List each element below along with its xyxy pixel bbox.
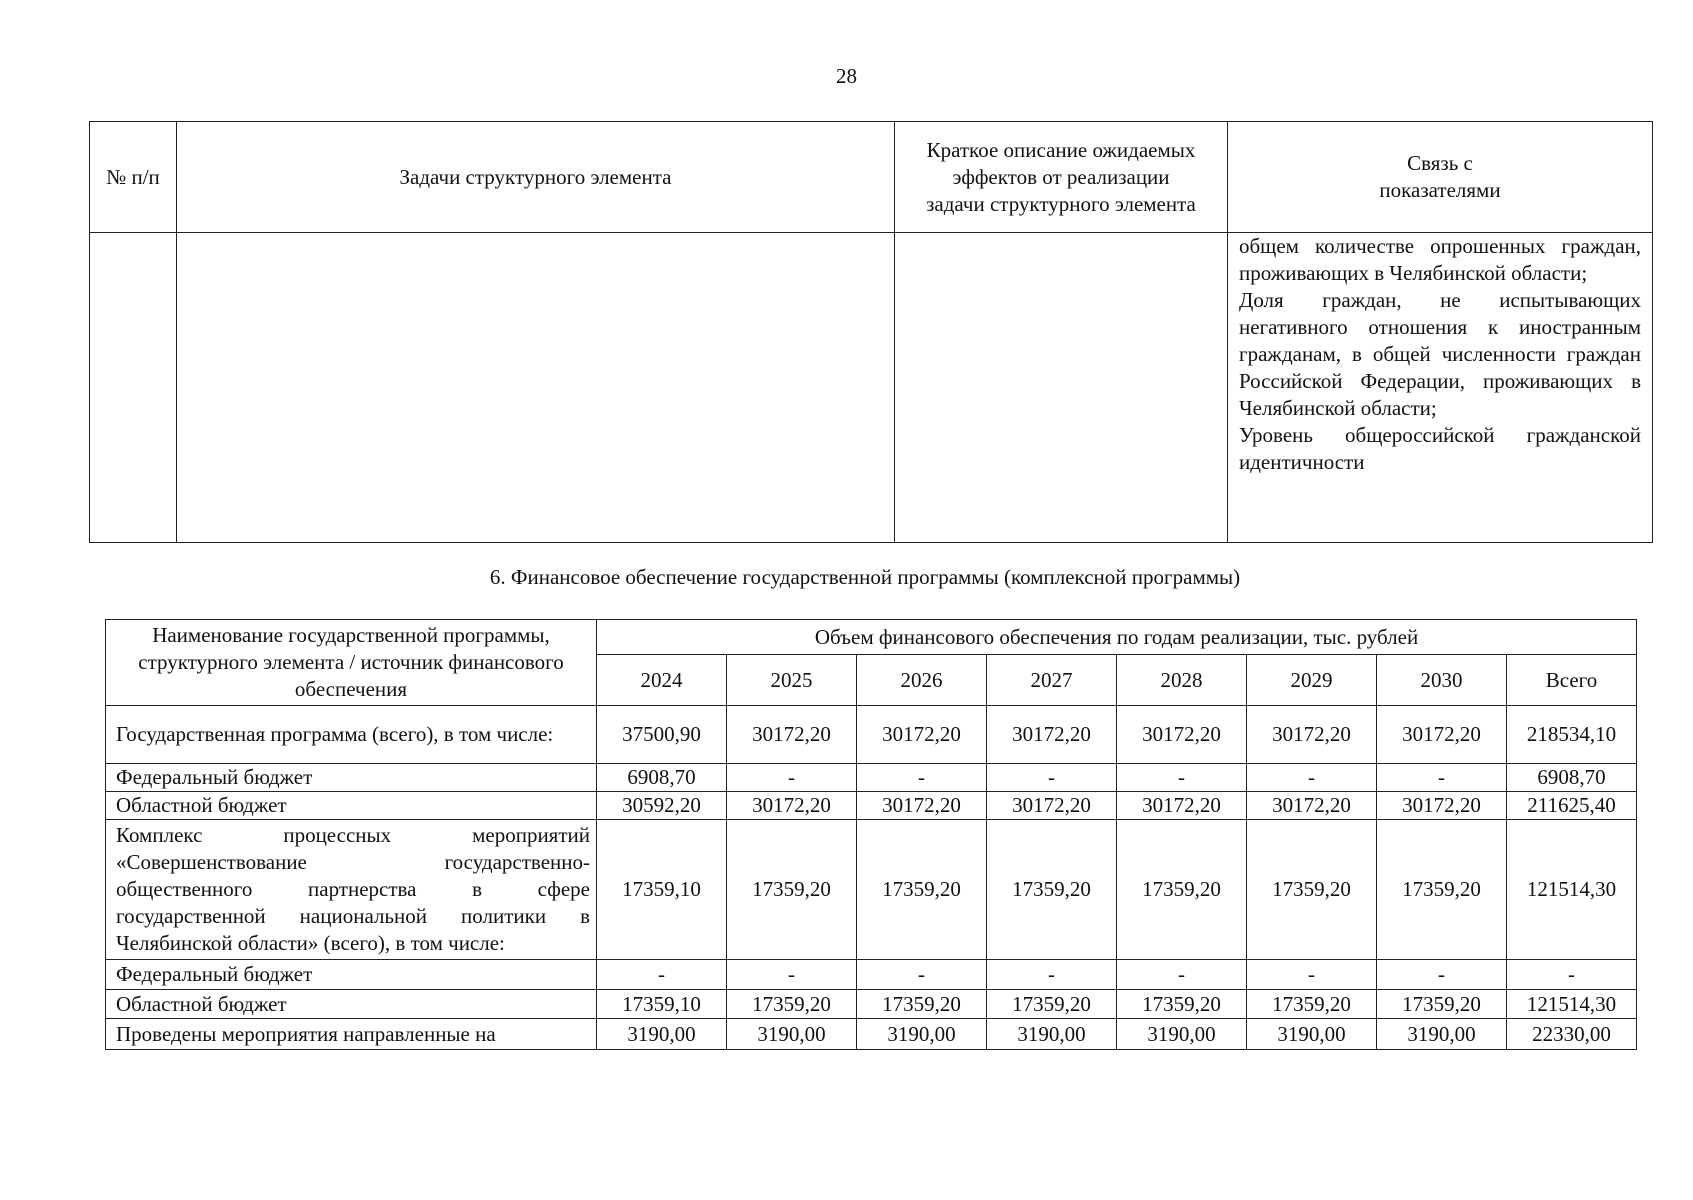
row-name: Областной бюджет <box>106 990 597 1019</box>
table-row <box>106 960 1637 990</box>
row-value: 37500,90 <box>597 706 727 764</box>
row-value: - <box>727 960 857 990</box>
tasks-table <box>89 121 1653 543</box>
year-header: 2024 <box>597 655 727 706</box>
row-total: 22330,00 <box>1507 1019 1637 1050</box>
year-header: 2028 <box>1117 655 1247 706</box>
row-value: 30172,20 <box>987 792 1117 820</box>
financing-header-row <box>106 620 1637 655</box>
table-row <box>106 706 1637 764</box>
table-row <box>106 792 1637 820</box>
table-row <box>106 990 1637 1019</box>
page-number: 28 <box>836 64 857 88</box>
row-value: 30172,20 <box>1247 706 1377 764</box>
row-total: 121514,30 <box>1507 820 1637 960</box>
header-link: Связь с показателями <box>1228 122 1653 233</box>
row-value: 30592,20 <box>597 792 727 820</box>
header-tasks: Задачи структурного элемента <box>177 122 895 233</box>
row-value: 17359,20 <box>1247 820 1377 960</box>
row-value: 17359,20 <box>987 990 1117 1019</box>
row-name: Государственная программа (всего), в том числе: <box>106 706 597 764</box>
row-name: Федеральный бюджет <box>106 764 597 792</box>
row-name: Комплекс процессных мероприятий «Совершенствование государственно-общественного партнерства в сфере государственной национальной политики в Челябинской области» (всего), в том числе: <box>106 820 597 960</box>
row-value: 17359,20 <box>857 990 987 1019</box>
year-header: 2025 <box>727 655 857 706</box>
row-value: 17359,20 <box>1117 990 1247 1019</box>
row-value: 30172,20 <box>987 706 1117 764</box>
row-value: - <box>1377 764 1507 792</box>
row-value: - <box>597 960 727 990</box>
row-value: 17359,10 <box>597 990 727 1019</box>
row-value: 6908,70 <box>597 764 727 792</box>
row-value: 17359,10 <box>597 820 727 960</box>
row-value: 30172,20 <box>727 792 857 820</box>
row-value: - <box>987 764 1117 792</box>
row-value: 17359,20 <box>727 990 857 1019</box>
table-row <box>106 820 1637 960</box>
year-header: 2030 <box>1377 655 1507 706</box>
row-value: - <box>857 960 987 990</box>
year-header: 2026 <box>857 655 987 706</box>
row-value: 17359,20 <box>857 820 987 960</box>
row-value: 17359,20 <box>1117 820 1247 960</box>
row-number-cell <box>90 233 177 543</box>
row-value: 30172,20 <box>727 706 857 764</box>
row-name: Проведены мероприятия направленные на <box>106 1019 597 1050</box>
row-value: 3190,00 <box>727 1019 857 1050</box>
row-value: - <box>857 764 987 792</box>
row-value: 3190,00 <box>987 1019 1117 1050</box>
row-value: 3190,00 <box>1247 1019 1377 1050</box>
row-value: 30172,20 <box>857 706 987 764</box>
row-value: 17359,20 <box>987 820 1117 960</box>
table-row <box>106 764 1637 792</box>
total-header: Всего <box>1507 655 1637 706</box>
row-value: 17359,20 <box>1247 990 1377 1019</box>
row-total: 218534,10 <box>1507 706 1637 764</box>
row-link-cell <box>1228 233 1653 543</box>
row-value: - <box>1117 960 1247 990</box>
row-name: Федеральный бюджет <box>106 960 597 990</box>
name-header: Наименование государственной программы, структурного элемента / источник финансового обеспечения <box>106 620 597 706</box>
row-total: 6908,70 <box>1507 764 1637 792</box>
row-value: 3190,00 <box>1377 1019 1507 1050</box>
row-value: 3190,00 <box>1117 1019 1247 1050</box>
header-effects: Краткое описание ожидаемых эффектов от реализации задачи структурного элемента <box>895 122 1228 233</box>
link-paragraph: общем количестве опрошенных граждан, проживающих в Челябинской области; <box>1239 234 1641 285</box>
volume-header: Объем финансового обеспечения по годам реализации, тыс. рублей <box>597 620 1637 655</box>
row-total: 121514,30 <box>1507 990 1637 1019</box>
row-value: 30172,20 <box>1377 706 1507 764</box>
link-paragraph: Уровень общероссийской гражданской идентичности <box>1239 423 1641 474</box>
financing-table <box>105 619 1637 1050</box>
row-value: 30172,20 <box>1117 792 1247 820</box>
row-value: 3190,00 <box>857 1019 987 1050</box>
row-value: 17359,20 <box>1377 820 1507 960</box>
row-total: - <box>1507 960 1637 990</box>
tasks-table-header-row <box>90 122 1653 233</box>
tasks-table-row <box>90 233 1653 543</box>
row-value: - <box>1247 960 1377 990</box>
row-value: 30172,20 <box>1247 792 1377 820</box>
section-heading: 6. Финансовое обеспечение государственной программы (комплексной программы) <box>489 565 1241 589</box>
year-header: 2029 <box>1247 655 1377 706</box>
row-value: 17359,20 <box>1377 990 1507 1019</box>
row-value: - <box>987 960 1117 990</box>
row-value: - <box>1117 764 1247 792</box>
row-value: - <box>727 764 857 792</box>
row-value: 3190,00 <box>597 1019 727 1050</box>
link-paragraph: Доля граждан, не испытывающих негативного отношения к иностранным гражданам, в общей численности граждан Российской Федерации, проживающих в Челябинской области; <box>1239 288 1641 420</box>
row-value: - <box>1247 764 1377 792</box>
row-total: 211625,40 <box>1507 792 1637 820</box>
row-value: 30172,20 <box>1377 792 1507 820</box>
row-value: 30172,20 <box>1117 706 1247 764</box>
row-value: 17359,20 <box>727 820 857 960</box>
row-name: Областной бюджет <box>106 792 597 820</box>
row-value: - <box>1377 960 1507 990</box>
year-header: 2027 <box>987 655 1117 706</box>
row-value: 30172,20 <box>857 792 987 820</box>
header-number: № п/п <box>90 122 177 233</box>
row-effects-cell <box>895 233 1228 543</box>
row-tasks-cell <box>177 233 895 543</box>
table-row <box>106 1019 1637 1050</box>
